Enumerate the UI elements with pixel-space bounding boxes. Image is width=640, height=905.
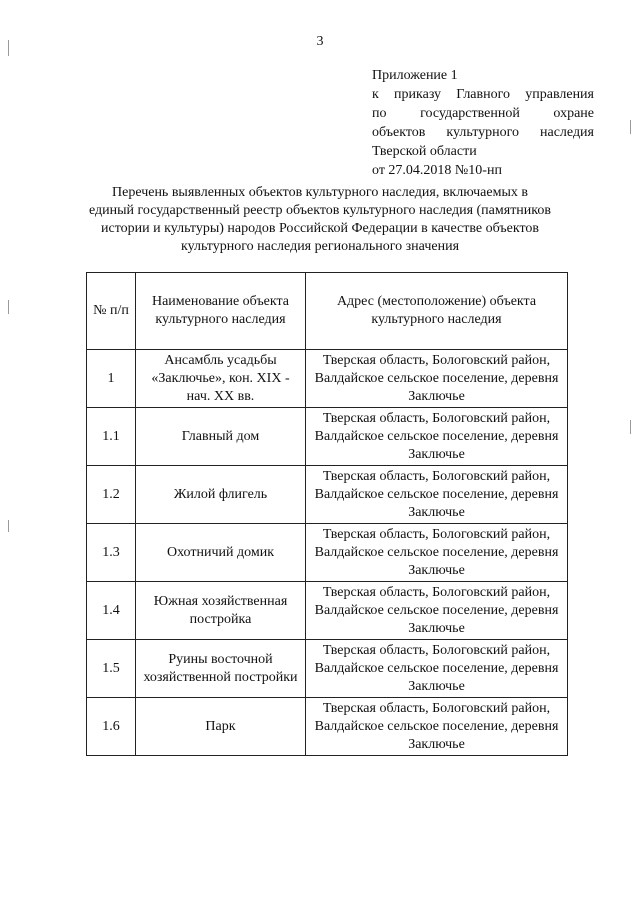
header-address-line: культурного наследия — [371, 312, 502, 327]
appendix-line: по государственной охране — [372, 106, 594, 121]
object-address-line: Тверская область, Бологовский район, — [322, 642, 551, 658]
object-address-line: Заключье — [408, 736, 465, 752]
table-row — [87, 408, 568, 466]
row-number: 1.5 — [87, 640, 136, 698]
object-name — [136, 466, 306, 524]
object-name-line: Охотничий домик — [166, 544, 275, 560]
object-address-line: Заключье — [408, 678, 465, 694]
object-name — [136, 408, 306, 466]
table-header-row — [87, 273, 568, 350]
appendix-line: от 27.04.2018 №10-нп — [372, 163, 502, 178]
row-number: 1.3 — [87, 524, 136, 582]
object-address-line: Заключье — [408, 388, 465, 404]
header-name — [136, 273, 306, 350]
list-title-line: истории и культуры) народов Российской Федерации в качестве объектов — [100, 221, 539, 236]
object-address-line: Тверская область, Бологовский район, — [322, 468, 551, 484]
object-address-line: Заключье — [408, 620, 465, 636]
object-name — [136, 698, 306, 756]
object-name-line: Южная хозяйственная — [153, 593, 288, 609]
object-address — [306, 408, 568, 466]
object-address — [306, 524, 568, 582]
object-address-line: Тверская область, Бологовский район, — [322, 352, 551, 368]
header-name-line: культурного наследия — [155, 312, 286, 327]
scan-mark — [630, 120, 631, 134]
appendix-line: к приказу Главного управления — [372, 87, 594, 102]
object-address-line: Заключье — [408, 562, 465, 578]
table-row — [87, 698, 568, 756]
object-name-line: постройка — [189, 611, 252, 627]
object-name — [136, 582, 306, 640]
object-address-line: Заключье — [408, 446, 465, 462]
scan-mark — [630, 420, 631, 434]
header-num: № п/п — [87, 273, 136, 350]
object-address-line: Валдайское сельское поселение, деревня — [314, 486, 559, 502]
object-name-line: хозяйственной постройки — [143, 669, 298, 685]
object-address — [306, 350, 568, 408]
row-number: 1 — [87, 350, 136, 408]
table-row — [87, 582, 568, 640]
row-number: 1.4 — [87, 582, 136, 640]
object-name-line: Жилой флигель — [173, 486, 268, 502]
list-title-line: Перечень выявленных объектов культурного наследия, включаемых в — [112, 185, 528, 200]
object-address-line: Валдайское сельское поселение, деревня — [314, 370, 559, 386]
object-address-line: Тверская область, Бологовский район, — [322, 526, 551, 542]
table-body — [87, 350, 568, 756]
object-name — [136, 350, 306, 408]
object-name-line: Главный дом — [181, 428, 260, 444]
row-number: 1.6 — [87, 698, 136, 756]
table-row — [87, 524, 568, 582]
appendix-line: Тверской области — [372, 144, 477, 159]
object-name-line: Парк — [205, 718, 236, 734]
object-address — [306, 640, 568, 698]
table-row — [87, 640, 568, 698]
header-name-line: Наименование объекта — [151, 294, 290, 309]
object-name — [136, 640, 306, 698]
list-title-line: единый государственный реестр объектов культурного наследия (памятников — [89, 203, 551, 218]
heritage-objects-table — [86, 272, 568, 756]
object-address-line: Валдайское сельское поселение, деревня — [314, 544, 559, 560]
scan-mark — [8, 520, 9, 532]
object-address-line: Валдайское сельское поселение, деревня — [314, 602, 559, 618]
appendix-line: Приложение 1 — [372, 68, 458, 83]
object-address — [306, 466, 568, 524]
object-name — [136, 524, 306, 582]
appendix-header — [372, 66, 594, 180]
object-address — [306, 582, 568, 640]
list-title-line: культурного наследия регионального значения — [180, 239, 460, 254]
list-title — [80, 184, 560, 256]
object-address-line: Заключье — [408, 504, 465, 520]
object-address-line: Тверская область, Бологовский район, — [322, 410, 551, 426]
object-name-line: Ансамбль усадьбы — [164, 352, 277, 368]
table-row — [87, 350, 568, 408]
object-name-line: Руины восточной — [168, 651, 273, 667]
header-address-line: Адрес (местоположение) объекта — [336, 294, 537, 309]
object-address — [306, 698, 568, 756]
page-number: 3 — [316, 34, 324, 49]
object-address-line: Тверская область, Бологовский район, — [322, 584, 551, 600]
object-address-line: Тверская область, Бологовский район, — [322, 700, 551, 716]
object-address-line: Валдайское сельское поселение, деревня — [314, 718, 559, 734]
scan-mark — [8, 300, 9, 314]
header-address — [306, 273, 568, 350]
object-name-line: «Заключье», кон. XIX - — [151, 370, 290, 386]
table-row — [87, 466, 568, 524]
row-number: 1.2 — [87, 466, 136, 524]
object-address-line: Валдайское сельское поселение, деревня — [314, 428, 559, 444]
object-name-line: нач. XX вв. — [186, 388, 255, 404]
object-address-line: Валдайское сельское поселение, деревня — [314, 660, 559, 676]
appendix-line: объектов культурного наследия — [372, 125, 594, 140]
row-number: 1.1 — [87, 408, 136, 466]
